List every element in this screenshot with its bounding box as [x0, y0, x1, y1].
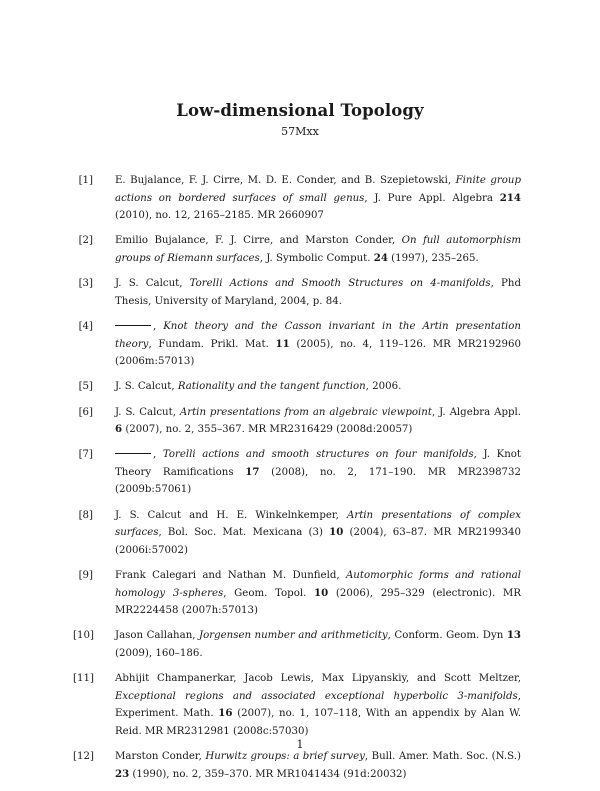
reference-number: [4]	[78, 320, 93, 332]
reference-volume: 23	[115, 767, 130, 780]
msc-classification: 57Mxx	[281, 125, 319, 138]
reference-item	[73, 627, 521, 662]
reference-number: [10]	[73, 630, 94, 642]
reference-title: Knot theory and the Casson invariant in the Artin presentation theory	[115, 320, 521, 350]
page-title: Low-dimensional Topology	[176, 101, 424, 120]
reference-number: [5]	[78, 381, 93, 393]
reference-text: J. S. Calcut, Artin presentations from an algebraic viewpoint, J. Algebra Appl. 6 (2007), no. 2, 355–367. MR MR2316429 (2008d:20057)	[115, 406, 522, 436]
same-author-dash	[115, 325, 151, 326]
reference-title: Hurwitz groups: a brief survey	[205, 751, 365, 763]
reference-title: Artin presentations from an algebraic viewpoint	[179, 406, 432, 418]
reference-item	[73, 748, 521, 783]
reference-text: Marston Conder, Hurwitz groups: a brief survey, Bull. Amer. Math. Soc. (N.S.) 23 (1990), no. 2, 359–370. MR MR1041434 (91d:20032)	[115, 751, 521, 780]
reference-number: [12]	[73, 751, 94, 763]
reference-text: Jason Callahan, Jorgensen number and arithmeticity, Conform. Geom. Dyn 13 (2009), 160–186.	[115, 629, 521, 659]
reference-volume: 11	[275, 337, 290, 350]
reference-number: [9]	[78, 570, 93, 582]
reference-volume: 6	[115, 423, 123, 436]
reference-text: Emilio Bujalance, F. J. Cirre, and Marston Conder, On full automorphism groups of Riemann surfaces, J. Symbolic Comput. 24 (1997), 235–265.	[115, 235, 521, 264]
reference-text: J. S. Calcut, Rationality and the tangent function, 2006.	[115, 381, 402, 393]
reference-item	[73, 404, 521, 439]
reference-volume: 10	[314, 586, 329, 599]
reference-text: Abhijit Champanerkar, Jacob Lewis, Max Lipyanskiy, and Scott Meltzer, Exceptional regions and associated exceptional hyperbolic 3-manifolds, Experiment. Math. 16 (2007), no. 1, 107–118, With an appendix by Alan W. Reid. MR MR2312981 (2008c:57030)	[115, 673, 521, 737]
reference-volume: 24	[373, 251, 388, 264]
reference-text: J. S. Calcut and H. E. Winkelnkemper, Artin presentations of complex surfaces, Bol. Soc. Mat. Mexicana (3) 10 (2004), 63–87. MR MR2199340 (2006i:57002)	[115, 509, 522, 556]
reference-number: [1]	[78, 175, 93, 186]
reference-title: Automorphic forms and rational homology 3-spheres	[115, 570, 521, 599]
reference-number: [2]	[78, 235, 93, 247]
reference-text: , Torelli actions and smooth structures on four manifolds, J. Knot Theory Ramifications 17 (2008), no. 2, 171–190. MR MR2398732 (2009b:57061)	[115, 449, 521, 496]
reference-item	[73, 446, 521, 499]
reference-text: Frank Calegari and Nathan M. Dunfield, Automorphic forms and rational homology 3-spheres, Geom. Topol. 10 (2006), 295–329 (electronic). MR MR2224458 (2007h:57013)	[115, 570, 521, 617]
reference-number: [7]	[78, 449, 93, 461]
reference-title: Rationality and the tangent function	[177, 381, 366, 393]
reference-title: Torelli Actions and Smooth Structures on 4-manifolds	[189, 278, 491, 290]
reference-number: [8]	[78, 509, 93, 521]
reference-number: [6]	[78, 406, 93, 418]
reference-number: [11]	[73, 673, 94, 685]
reference-item	[73, 567, 521, 620]
reference-volume: 17	[245, 465, 260, 478]
reference-text: , Knot theory and the Casson invariant in the Artin presentation theory, Fundam. Prikl. Mat. 11 (2005), no. 4, 119–126. MR MR2192960 (2006m:57013)	[115, 320, 521, 368]
reference-number: [3]	[78, 278, 93, 290]
reference-title: Exceptional regions and associated exceptional hyperbolic 3-manifolds	[115, 690, 518, 702]
reference-volume: 16	[218, 707, 233, 720]
reference-text: J. S. Calcut, Torelli Actions and Smooth Structures on 4-manifolds, Phd Thesis, University of Maryland, 2004, p. 84.	[115, 278, 521, 307]
reference-title: Artin presentations of complex surfaces	[115, 509, 522, 539]
reference-item	[73, 232, 521, 267]
reference-text: E. Bujalance, F. J. Cirre, M. D. E. Conder, and B. Szepietowski, Finite group actions on bordered surfaces of small genus, J. Pure Appl. Algebra 214 (2010), no. 12, 2165–2185. MR 2660907	[115, 175, 521, 222]
reference-item	[73, 670, 521, 740]
reference-volume: 13	[506, 629, 521, 642]
reference-title: Jorgensen number and arithmeticity	[199, 630, 388, 642]
reference-item	[73, 378, 521, 396]
reference-volume: 214	[499, 191, 521, 204]
reference-title: On full automorphism groups of Riemann surfaces	[115, 235, 521, 264]
reference-item	[73, 172, 521, 225]
reference-volume: 10	[329, 526, 344, 539]
reference-title: Torelli actions and smooth structures on four manifolds	[162, 449, 474, 461]
reference-list	[73, 172, 521, 791]
reference-item	[73, 507, 521, 560]
same-author-dash	[115, 453, 151, 454]
reference-item	[73, 275, 521, 310]
reference-item	[73, 318, 521, 371]
reference-title: Finite group actions on bordered surfaces of small genus	[115, 175, 521, 204]
page-number: 1	[296, 738, 304, 751]
